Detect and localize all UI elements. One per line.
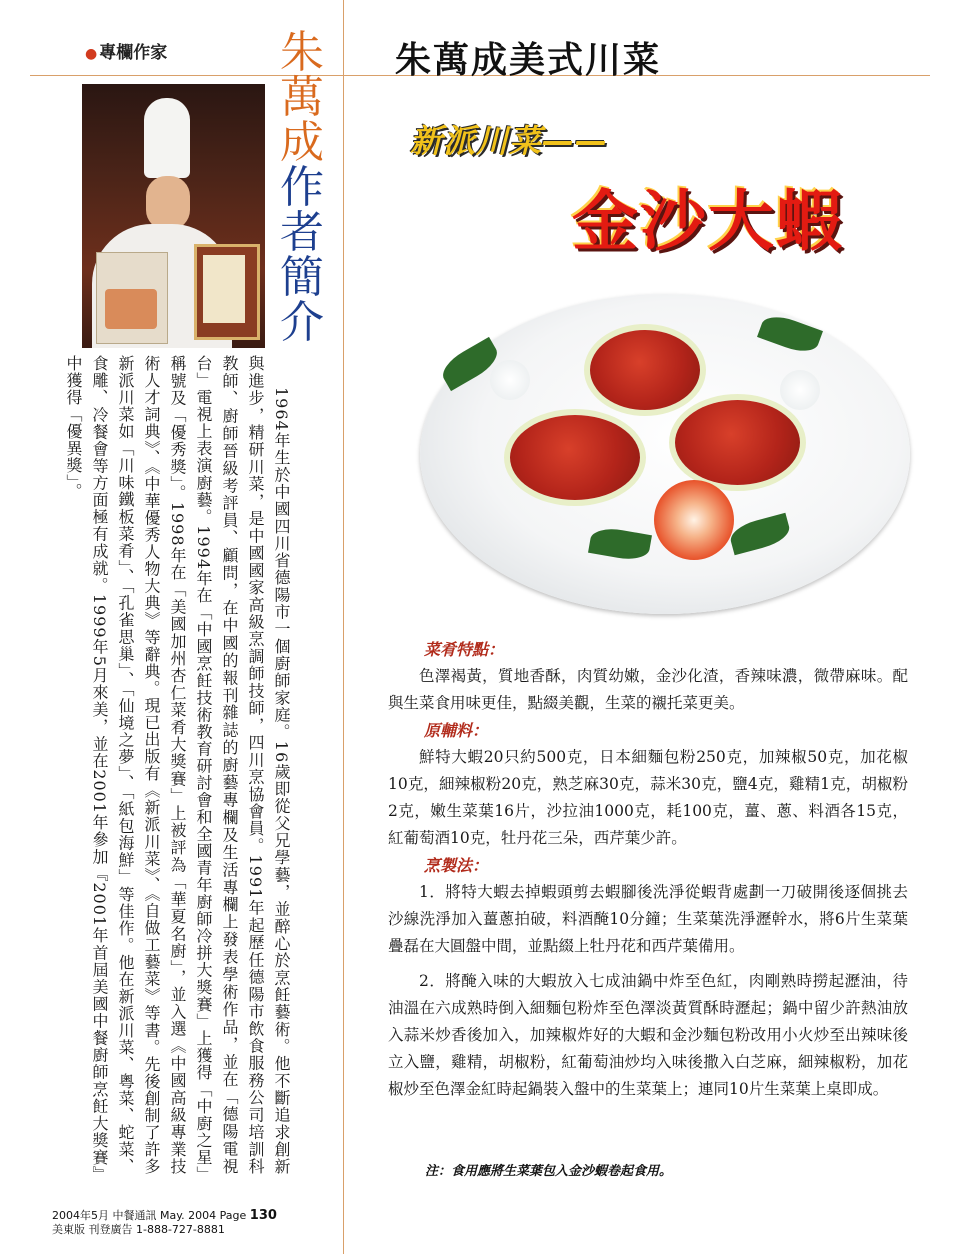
certificate-paper bbox=[203, 255, 245, 323]
ingredients-heading: 原輔料： bbox=[424, 721, 489, 740]
features-text: 色澤褐黃，質地香酥，肉質幼嫩，金沙化渣，香辣味濃，微帶麻味。配與生菜食用味更佳，點綴美觀，生菜的襯托菜更美。 bbox=[388, 667, 908, 712]
footer-issue: 2004年5月 中餐通訊 May. 2004 Page bbox=[52, 1209, 247, 1222]
page-title: 朱萬成美式川菜 bbox=[395, 40, 662, 81]
features-heading: 菜肴特點： bbox=[424, 640, 505, 659]
peony-garnish bbox=[654, 480, 734, 560]
face-shape bbox=[146, 176, 190, 230]
page-footer bbox=[52, 1209, 277, 1237]
serving-note bbox=[425, 1160, 672, 1179]
chef-hat-shape bbox=[144, 98, 190, 178]
shrimp-portion bbox=[510, 415, 640, 500]
method-step-1: 1．將特大蝦去掉蝦頭剪去蝦腳後洗淨從蝦背處劃一刀破開後逐個挑去沙線洗淨加入薑蔥拍破，料酒醃10分鐘；生菜葉洗淨瀝幹水，將6片生菜葉疊磊在大圓盤中間，並點綴上牡丹花和西芹葉備用。 bbox=[388, 883, 908, 955]
author-name-char: 朱 bbox=[280, 27, 324, 78]
author-photo bbox=[82, 84, 265, 348]
author-title-char: 者 bbox=[280, 207, 324, 258]
author-name-char: 成 bbox=[280, 117, 324, 168]
bullet-icon: ● bbox=[85, 46, 98, 62]
method-heading: 烹製法： bbox=[424, 856, 489, 875]
recipe-body bbox=[388, 636, 908, 1103]
note-label: 注： bbox=[425, 1164, 452, 1179]
author-bio bbox=[64, 355, 294, 1175]
garnish-flower bbox=[780, 370, 820, 410]
garnish-flower bbox=[490, 360, 530, 400]
column-tag bbox=[85, 38, 167, 63]
author-title-char: 介 bbox=[280, 297, 324, 348]
dish-name: 金沙大蝦 bbox=[572, 183, 844, 260]
book-shape bbox=[96, 252, 168, 344]
author-name-char: 萬 bbox=[280, 72, 324, 123]
column-divider bbox=[343, 0, 344, 1254]
footer-contact: 美東版 刊登廣告 1-888-727-8881 bbox=[52, 1223, 225, 1236]
dish-photo bbox=[400, 290, 920, 620]
author-title-char: 簡 bbox=[280, 252, 324, 303]
method-step-2: 2．將醃入味的大蝦放入七成油鍋中炸至色紅，肉剛熟時撈起瀝油，待油溫在六成熟時倒入細麵包粉炸至色澤淡黃質酥時瀝起；鍋中留少許熱油放入蒜米炒香後加入，加辣椒炸好的大蝦和金沙麵包粉改用小火炒至出辣味後立入鹽，雞精，胡椒粉，紅葡萄油炒均入味後撒入白芝麻，細辣椒粉，加花椒炒至色澤金紅時起鍋裝入盤中的生菜葉上；連同10片生菜葉上桌即成。 bbox=[388, 972, 908, 1098]
shrimp-portion bbox=[675, 400, 800, 485]
author-title bbox=[272, 27, 332, 348]
column-tag-label: 專欄作家 bbox=[99, 43, 168, 63]
note-text: 食用應將生菜葉包入金沙蝦卷起食用。 bbox=[451, 1164, 673, 1179]
ingredients-text: 鮮特大蝦20只約500克，日本細麵包粉250克，加辣椒50克，加花椒10克，細辣椒粉20克，熟芝麻30克，蒜米30克，鹽4克，雞精1克，胡椒粉2克，嫩生菜葉16片，沙拉油1000克，耗100克，薑、蔥、料酒各15克，紅葡萄酒10克，牡丹花三朵，西芹葉少許。 bbox=[388, 748, 908, 847]
book-cover-image bbox=[105, 289, 157, 329]
author-title-char: 作 bbox=[280, 162, 324, 213]
dish-subtitle: 新派川菜—— bbox=[410, 122, 609, 160]
page-number: 130 bbox=[249, 1208, 277, 1223]
author-bio-text: 1964年生於中國四川省德陽市一個廚師家庭。16歲即從父兄學藝，並醉心於烹飪藝術。他不斷追求創新與進步，精研川菜，是中國國家高級烹調師技師，四川烹協會員。1991年起歷任德陽市飲食服務公司培訓科教師、廚師晉級考評員、顧問，在中國的報刊雜誌的廚藝專欄及生活專欄上發表學術作品，並在「德陽電視台」電視上表演廚藝。1994年在「中國烹飪技術教育研討會和全國青年廚師冷拼大獎賽」上獲得「中廚之星」稱號及「優秀獎」。1998年在「美國加州杏仁菜肴大獎賽」上被評為「華夏名廚」，並入選《中國高級專業技術人才詞典》、《中華優秀人物大典》等辭典。現已出版有《新派川菜》、《自做工藝菜》等書。先後創制了許多新派川菜如「川味鐵板菜肴」、「孔雀思巢」、「仙境之夢」、「紙包海鮮」等佳作。他在新派川菜、粵菜、蛇菜、食雕、冷餐會等方面極有成就。1999年5月來美，並在2001年參加『2001年首屆美國中餐廚師烹飪大獎賽』中獲得「優異獎」。 bbox=[64, 355, 291, 1175]
shrimp-portion bbox=[590, 330, 700, 410]
certificate-frame bbox=[194, 244, 260, 340]
